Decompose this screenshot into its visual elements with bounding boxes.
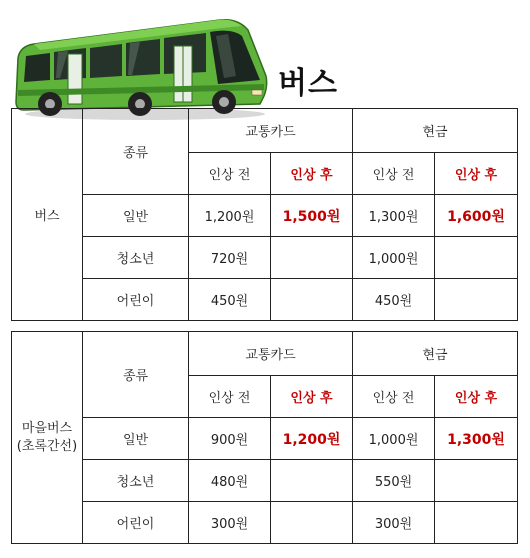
- bus-illustration: [10, 6, 272, 124]
- table-row: [12, 237, 518, 279]
- table-row: [12, 460, 518, 502]
- cash-header: 현금: [353, 109, 518, 153]
- cash-before-value: 1,300원: [353, 195, 435, 237]
- cash-before-value: 550원: [353, 460, 435, 502]
- card-before-value: 1,200원: [189, 195, 271, 237]
- table-row: [12, 195, 518, 237]
- card-after-header: 인상 후: [271, 153, 353, 195]
- row-label: 청소년: [83, 237, 189, 279]
- village-bus-fare-table: [11, 331, 518, 544]
- cash-header: 현금: [353, 332, 518, 376]
- cash-after-header: 인상 후: [435, 153, 518, 195]
- cash-after-value: 1,600원: [435, 195, 518, 237]
- row-label: 일반: [83, 195, 189, 237]
- row-label: 어린이: [83, 502, 189, 544]
- card-after-value: [271, 460, 353, 502]
- card-after-value: [271, 502, 353, 544]
- cash-before-value: 1,000원: [353, 418, 435, 460]
- category-cell: [12, 332, 83, 544]
- cash-after-value: [435, 237, 518, 279]
- table-row: [12, 502, 518, 544]
- card-before-header: 인상 전: [189, 376, 271, 418]
- table-row: [12, 279, 518, 321]
- card-after-value: [271, 279, 353, 321]
- type-header: 종류: [83, 332, 189, 418]
- bus-fare-table: [11, 108, 518, 321]
- cash-before-header: 인상 전: [353, 376, 435, 418]
- table-row: [12, 418, 518, 460]
- category-line1: 마을버스: [21, 420, 73, 436]
- page-title: 버스: [278, 66, 338, 101]
- card-before-value: 720원: [189, 237, 271, 279]
- card-after-value: 1,500원: [271, 195, 353, 237]
- cash-before-header: 인상 전: [353, 153, 435, 195]
- row-label: 일반: [83, 418, 189, 460]
- cash-after-value: [435, 279, 518, 321]
- category-line2: (초록간선): [16, 438, 78, 454]
- cash-before-value: 1,000원: [353, 237, 435, 279]
- card-after-value: [271, 237, 353, 279]
- cash-before-value: 300원: [353, 502, 435, 544]
- card-before-header: 인상 전: [189, 153, 271, 195]
- card-before-value: 300원: [189, 502, 271, 544]
- cash-after-value: 1,300원: [435, 418, 518, 460]
- row-label: 어린이: [83, 279, 189, 321]
- card-header: 교통카드: [189, 332, 353, 376]
- card-after-header: 인상 후: [271, 376, 353, 418]
- card-after-value: 1,200원: [271, 418, 353, 460]
- card-before-value: 900원: [189, 418, 271, 460]
- card-before-value: 480원: [189, 460, 271, 502]
- card-before-value: 450원: [189, 279, 271, 321]
- row-label: 청소년: [83, 460, 189, 502]
- cash-before-value: 450원: [353, 279, 435, 321]
- cash-after-value: [435, 502, 518, 544]
- card-header: 교통카드: [189, 109, 353, 153]
- category-cell: 버스: [12, 109, 83, 321]
- cash-after-value: [435, 460, 518, 502]
- cash-after-header: 인상 후: [435, 376, 518, 418]
- type-header: 종류: [83, 109, 189, 195]
